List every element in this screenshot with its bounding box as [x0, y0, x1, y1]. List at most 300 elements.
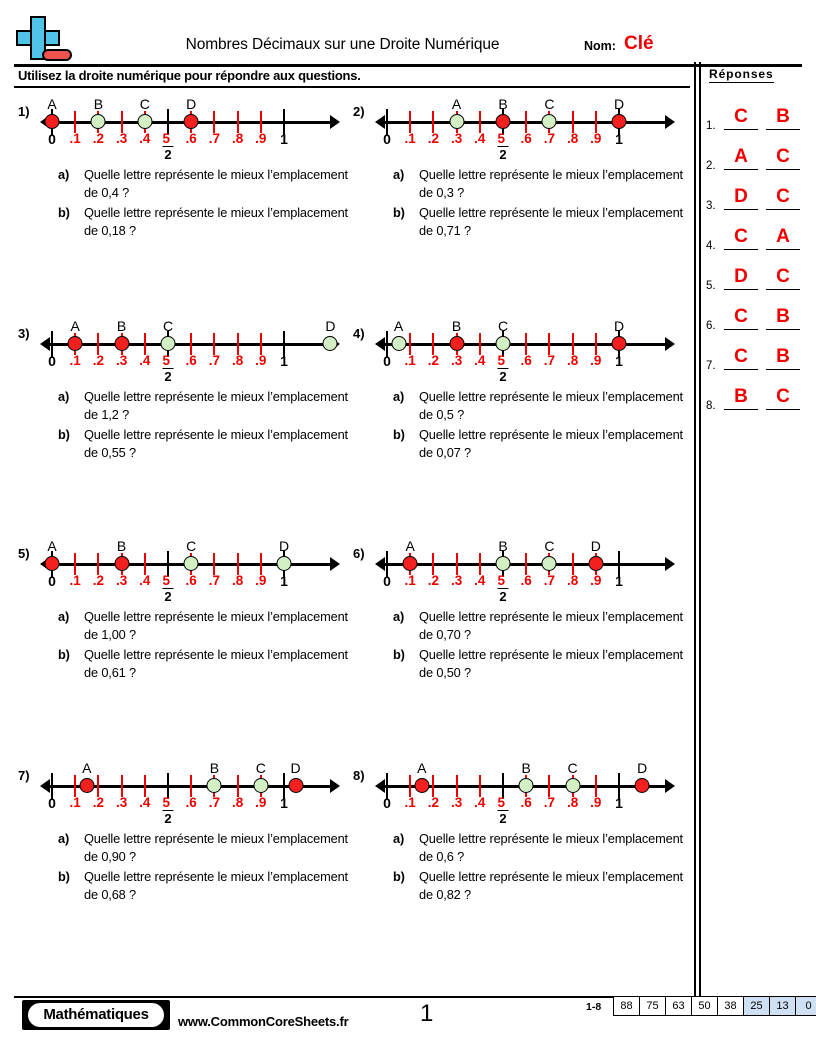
number-line-point-label: A — [393, 318, 404, 334]
fraction-denominator: 2 — [164, 811, 172, 826]
tick-mark — [432, 333, 434, 344]
answer-slot-a[interactable]: C — [724, 226, 758, 250]
question-item — [393, 868, 683, 903]
arrow-right-icon — [665, 557, 675, 571]
answer-slot-a[interactable]: D — [724, 186, 758, 210]
tick-label: .4 — [474, 573, 486, 588]
tick-label: 1 — [280, 795, 288, 811]
tick-label: .6 — [520, 573, 532, 588]
tick-mark — [409, 111, 411, 122]
tick-mark — [237, 775, 239, 786]
tick-label: .2 — [427, 131, 440, 146]
tick-label: .9 — [590, 795, 602, 810]
answer-row-number: 6. — [706, 320, 716, 332]
tick-label: .9 — [255, 353, 267, 368]
number-line-point[interactable] — [449, 114, 464, 129]
tick-label: 1 — [615, 131, 623, 147]
number-line-point-label: B — [93, 96, 104, 112]
answer-slot-b[interactable]: C — [766, 146, 800, 170]
plus-minus-math-logo-icon — [14, 16, 76, 66]
tick-mark — [432, 111, 434, 122]
question-list — [58, 166, 348, 242]
question-item — [393, 166, 683, 201]
tick-label: .2 — [427, 795, 440, 810]
fraction-denominator: 2 — [164, 589, 172, 604]
tick-label: .9 — [255, 573, 267, 588]
question-text: Quelle lettre représente le mieux l’emplacement de 0,50 ? — [419, 647, 683, 680]
number-line-point[interactable] — [137, 114, 152, 129]
question-marker: b) — [58, 647, 70, 662]
arrow-left-icon — [40, 337, 50, 351]
number-line-point[interactable] — [45, 556, 60, 571]
question-marker: b) — [58, 205, 70, 220]
number-line-point-label: B — [451, 318, 462, 334]
tick-label: 0 — [383, 573, 391, 589]
tick-mark — [548, 775, 550, 786]
tick-label: .7 — [208, 131, 221, 146]
answer-row — [706, 266, 806, 306]
number-line-point[interactable] — [403, 556, 418, 571]
problem-number: 6) — [353, 546, 365, 561]
number-line-point[interactable] — [588, 556, 603, 571]
tick-mark — [167, 109, 169, 122]
tick-mark — [74, 775, 76, 786]
number-line-point-label: A — [82, 760, 92, 776]
question-list — [393, 388, 683, 464]
question-text: Quelle lettre représente le mieux l’emplacement de 0,82 ? — [419, 869, 683, 902]
answer-row-number: 7. — [706, 360, 716, 372]
answer-row-number: 8. — [706, 400, 716, 412]
tick-mark — [595, 111, 597, 122]
answer-slot-b[interactable]: B — [766, 346, 800, 370]
number-line-point[interactable] — [91, 114, 106, 129]
problem-number: 5) — [18, 546, 30, 561]
tick-mark — [479, 553, 481, 564]
tick-label: .9 — [255, 131, 267, 146]
fraction-numerator: 5 — [162, 131, 171, 146]
question-text: Quelle lettre représente le mieux l’emplacement de 0,90 ? — [84, 831, 348, 864]
tick-label: .6 — [185, 795, 197, 810]
tick-label-half-fraction — [498, 131, 509, 162]
number-line-point[interactable] — [184, 556, 199, 571]
tick-mark — [260, 553, 262, 564]
number-line-point-label: C — [567, 760, 578, 776]
tick-label: .6 — [520, 131, 532, 146]
question-marker: b) — [393, 427, 405, 442]
tick-mark — [595, 775, 597, 786]
score-cell: 38 — [718, 997, 744, 1015]
answer-slot-a[interactable]: C — [724, 346, 758, 370]
tick-mark — [51, 773, 53, 786]
arrow-right-icon — [330, 115, 340, 129]
question-item — [58, 166, 348, 201]
number-line-point[interactable] — [542, 556, 557, 571]
number-line — [375, 760, 675, 826]
tick-label: .3 — [115, 353, 128, 368]
fraction-denominator: 2 — [499, 147, 507, 162]
page-title: Nombres Décimaux sur une Droite Numérique — [185, 36, 500, 53]
number-line-point-label: B — [498, 96, 508, 112]
answer-row — [706, 226, 806, 266]
fraction-numerator: 5 — [497, 131, 506, 146]
tick-mark — [502, 773, 504, 786]
tick-label: .3 — [450, 131, 463, 146]
number-line-point-label: C — [186, 538, 197, 554]
number-line-point[interactable] — [496, 336, 511, 351]
tick-mark — [525, 111, 527, 122]
number-line-point-label: C — [139, 96, 150, 112]
tick-mark — [74, 111, 76, 122]
tick-label-half-fraction — [163, 353, 174, 384]
question-list — [393, 608, 683, 684]
answer-row-number: 3. — [706, 200, 716, 212]
number-line-point-label: D — [613, 318, 625, 334]
tick-label: .6 — [185, 353, 197, 368]
tick-label: 1 — [615, 353, 623, 369]
answer-row-number: 5. — [706, 280, 716, 292]
tick-mark — [51, 331, 53, 344]
tick-label: .4 — [139, 795, 151, 810]
number-line-point-label: A — [47, 96, 57, 112]
number-line-point-label: D — [186, 96, 197, 112]
tick-mark — [190, 775, 192, 786]
answer-slot-a[interactable]: A — [724, 146, 758, 170]
number-line-point[interactable] — [612, 114, 627, 129]
arrow-left-icon — [40, 779, 50, 793]
tick-mark — [386, 109, 388, 122]
name-label: Nom: — [584, 39, 616, 53]
number-line-point-label: A — [405, 538, 415, 554]
number-line-point-label: C — [544, 538, 555, 554]
question-text: Quelle lettre représente le mieux l’emplacement de 0,70 ? — [419, 609, 683, 642]
number-line-point[interactable] — [496, 114, 511, 129]
arrow-right-icon — [665, 337, 675, 351]
score-cell: 63 — [666, 997, 692, 1015]
tick-label: 0 — [48, 795, 56, 811]
score-cell: 25 — [744, 997, 770, 1015]
question-marker: a) — [393, 167, 405, 182]
logo-minus-bar — [42, 49, 72, 61]
tick-label: .7 — [208, 353, 221, 368]
problem-number: 1) — [18, 104, 30, 119]
question-marker: a) — [393, 389, 405, 404]
tick-label-half-fraction — [163, 131, 174, 162]
tick-label: .2 — [427, 573, 440, 588]
number-line-point-label: C — [162, 318, 174, 334]
tick-label: .3 — [450, 573, 463, 588]
tick-mark — [479, 775, 481, 786]
tick-label: 0 — [383, 353, 391, 369]
question-item — [58, 204, 348, 239]
number-line-point[interactable] — [288, 778, 303, 793]
tick-mark — [167, 773, 169, 786]
question-marker: a) — [58, 389, 70, 404]
tick-label: .2 — [92, 131, 105, 146]
number-line-point[interactable] — [323, 336, 338, 351]
number-line — [40, 760, 340, 826]
tick-mark — [386, 331, 388, 344]
tick-mark — [144, 333, 146, 344]
site-url: www.CommonCoreSheets.fr — [178, 1014, 349, 1029]
fraction-denominator: 2 — [499, 369, 507, 384]
number-line-point[interactable] — [414, 778, 429, 793]
number-line-point-label: A — [451, 96, 462, 112]
tick-label: .9 — [255, 795, 267, 810]
tick-label: .9 — [590, 131, 602, 146]
tick-mark — [260, 333, 262, 344]
answers-panel — [694, 62, 806, 997]
tick-label: .7 — [543, 353, 556, 368]
score-range-label: 1-8 — [586, 1001, 602, 1013]
tick-mark — [74, 553, 76, 564]
tick-label: .4 — [474, 353, 486, 368]
question-item — [393, 426, 683, 461]
problem-number: 4) — [353, 326, 365, 341]
question-text: Quelle lettre représente le mieux l’emplacement de 0,71 ? — [419, 205, 683, 238]
number-line-point[interactable] — [277, 556, 292, 571]
tick-mark — [479, 111, 481, 122]
page-header — [0, 0, 816, 66]
tick-label: 0 — [383, 795, 391, 811]
number-line-point-label: A — [47, 538, 57, 554]
instructions-text: Utilisez la droite numérique pour répondre aux questions. — [18, 68, 361, 83]
tick-label: .7 — [543, 131, 556, 146]
question-marker: a) — [393, 609, 405, 624]
question-item — [58, 388, 348, 423]
answer-row — [706, 106, 806, 146]
question-text: Quelle lettre représente le mieux l’emplacement de 0,55 ? — [84, 427, 348, 460]
tick-label: .4 — [474, 795, 486, 810]
tick-label: .4 — [139, 353, 151, 368]
fraction-numerator: 5 — [162, 573, 171, 588]
question-marker: b) — [393, 205, 405, 220]
subject-badge-label: Mathématiques — [28, 1003, 164, 1027]
number-line-point[interactable] — [565, 778, 580, 793]
question-item — [393, 830, 683, 865]
question-item — [393, 608, 683, 643]
number-line-point[interactable] — [184, 114, 199, 129]
question-list — [393, 830, 683, 906]
tick-label: 0 — [48, 573, 56, 589]
answer-slot-a[interactable]: D — [724, 266, 758, 290]
answer-slot-b[interactable]: B — [766, 306, 800, 330]
answer-slot-a[interactable]: C — [724, 106, 758, 130]
question-marker: a) — [58, 167, 70, 182]
number-line — [40, 538, 340, 604]
tick-label: .2 — [427, 353, 440, 368]
tick-label: .3 — [115, 795, 128, 810]
fraction-numerator: 5 — [162, 795, 171, 810]
tick-mark — [167, 551, 169, 564]
answer-slot-b[interactable]: C — [766, 186, 800, 210]
number-line-point-label: D — [637, 760, 648, 776]
answer-slot-b[interactable]: B — [766, 106, 800, 130]
tick-label: .4 — [139, 573, 151, 588]
tick-mark — [595, 333, 597, 344]
question-text: Quelle lettre représente le mieux l’emplacement de 1,2 ? — [84, 389, 348, 422]
tick-label: 1 — [280, 353, 288, 369]
number-line — [375, 318, 675, 384]
fraction-denominator: 2 — [164, 369, 172, 384]
answer-row — [706, 306, 806, 346]
number-line-point[interactable] — [114, 556, 129, 571]
tick-label: 1 — [280, 131, 288, 147]
number-line-point[interactable] — [207, 778, 222, 793]
number-line-point-label: D — [325, 318, 336, 334]
fraction-numerator: 5 — [497, 573, 506, 588]
number-line-point[interactable] — [449, 336, 464, 351]
tick-label: .4 — [139, 131, 151, 146]
arrow-left-icon — [375, 337, 385, 351]
tick-label: .1 — [404, 353, 416, 368]
tick-mark — [548, 333, 550, 344]
tick-mark — [572, 111, 574, 122]
tick-label-half-fraction — [498, 573, 509, 604]
number-line — [40, 318, 340, 384]
tick-mark — [213, 333, 215, 344]
tick-label: .6 — [520, 353, 532, 368]
number-line-point[interactable] — [542, 114, 557, 129]
tick-label-half-fraction — [163, 573, 174, 604]
question-text: Quelle lettre représente le mieux l’emplacement de 0,61 ? — [84, 647, 348, 680]
score-cell: 0 — [796, 997, 816, 1015]
question-item — [393, 388, 683, 423]
number-line-point-label: D — [590, 538, 601, 554]
number-line-point-label: C — [255, 760, 266, 776]
tick-mark — [618, 773, 620, 786]
name-value: Clé — [624, 33, 654, 54]
tick-mark — [386, 551, 388, 564]
tick-mark — [572, 553, 574, 564]
question-list — [58, 608, 348, 684]
score-cell: 75 — [640, 997, 666, 1015]
answer-slot-b[interactable]: A — [766, 226, 800, 250]
tick-label: 0 — [48, 353, 56, 369]
instructions-divider — [14, 86, 690, 88]
tick-label: 1 — [615, 795, 623, 811]
tick-label: .8 — [566, 795, 579, 810]
tick-label: .8 — [566, 131, 579, 146]
tick-mark — [97, 553, 99, 564]
number-line-point-label: D — [613, 96, 625, 112]
tick-mark — [525, 553, 527, 564]
tick-mark — [237, 333, 239, 344]
problem-number: 7) — [18, 768, 30, 783]
tick-label-half-fraction — [163, 795, 174, 826]
tick-label: 0 — [48, 131, 56, 147]
answers-title: Réponses — [709, 67, 774, 81]
tick-mark — [456, 553, 458, 564]
question-item — [58, 426, 348, 461]
tick-label: .1 — [404, 573, 416, 588]
tick-label: .8 — [231, 573, 244, 588]
number-line-point[interactable] — [519, 778, 534, 793]
number-line-point[interactable] — [161, 336, 176, 351]
number-line-point[interactable] — [79, 778, 94, 793]
answer-slot-b[interactable]: C — [766, 386, 800, 410]
answer-row-number: 1. — [706, 120, 716, 132]
question-marker: b) — [393, 647, 405, 662]
number-line-point[interactable] — [114, 336, 129, 351]
answer-slot-a[interactable]: C — [724, 306, 758, 330]
tick-mark — [572, 333, 574, 344]
question-item — [58, 868, 348, 903]
tick-label: .1 — [404, 795, 416, 810]
question-text: Quelle lettre représente le mieux l’emplacement de 0,07 ? — [419, 427, 683, 460]
question-list — [58, 388, 348, 464]
question-item — [58, 646, 348, 681]
tick-label: .9 — [590, 573, 602, 588]
question-item — [58, 830, 348, 865]
number-line-point-label: D — [290, 760, 301, 776]
number-line-point-label: C — [497, 318, 509, 334]
answer-slot-b[interactable]: C — [766, 266, 800, 290]
tick-mark — [121, 111, 123, 122]
number-line — [40, 96, 340, 162]
number-line-point-label: A — [70, 318, 80, 334]
number-line-point-label: A — [417, 760, 427, 776]
tick-label: .1 — [69, 131, 81, 146]
arrow-left-icon — [375, 779, 385, 793]
tick-mark — [479, 333, 481, 344]
number-line-point[interactable] — [612, 336, 627, 351]
number-line-point-label: B — [116, 318, 127, 334]
question-marker: b) — [393, 869, 405, 884]
problem-number: 3) — [18, 326, 30, 341]
tick-mark — [456, 775, 458, 786]
page-number: 1 — [420, 1000, 434, 1027]
tick-label-half-fraction — [498, 353, 509, 384]
tick-label: .3 — [115, 131, 128, 146]
tick-mark — [386, 773, 388, 786]
fraction-denominator: 2 — [499, 811, 507, 826]
question-item — [393, 204, 683, 239]
score-cell: 13 — [770, 997, 796, 1015]
number-line-point[interactable] — [253, 778, 268, 793]
number-line-point[interactable] — [68, 336, 83, 351]
tick-label: .8 — [231, 795, 244, 810]
tick-label: .7 — [543, 795, 556, 810]
tick-label: .4 — [474, 131, 486, 146]
tick-label: .8 — [231, 131, 244, 146]
question-text: Quelle lettre représente le mieux l’emplacement de 0,4 ? — [84, 167, 348, 200]
number-line-point[interactable] — [496, 556, 511, 571]
tick-label: .3 — [115, 573, 128, 588]
arrow-right-icon — [330, 557, 340, 571]
number-line-point[interactable] — [45, 114, 60, 129]
tick-label-half-fraction — [498, 795, 509, 826]
tick-mark — [121, 775, 123, 786]
number-line-point-label: D — [278, 538, 290, 554]
answer-row-number: 4. — [706, 240, 716, 252]
number-line-point-label: B — [116, 538, 127, 554]
question-text: Quelle lettre représente le mieux l’emplacement de 0,5 ? — [419, 389, 683, 422]
question-list — [393, 166, 683, 242]
tick-label: .3 — [450, 795, 463, 810]
number-line-point[interactable] — [635, 778, 650, 793]
problem-number: 8) — [353, 768, 365, 783]
fraction-denominator: 2 — [499, 589, 507, 604]
tick-mark — [409, 775, 411, 786]
answer-slot-a[interactable]: B — [724, 386, 758, 410]
question-text: Quelle lettre représente le mieux l’emplacement de 0,6 ? — [419, 831, 683, 864]
tick-mark — [283, 331, 285, 344]
tick-mark — [283, 109, 285, 122]
answer-row — [706, 386, 806, 426]
tick-label: 1 — [280, 573, 288, 589]
subject-badge — [22, 1000, 170, 1030]
number-line-point[interactable] — [391, 336, 406, 351]
